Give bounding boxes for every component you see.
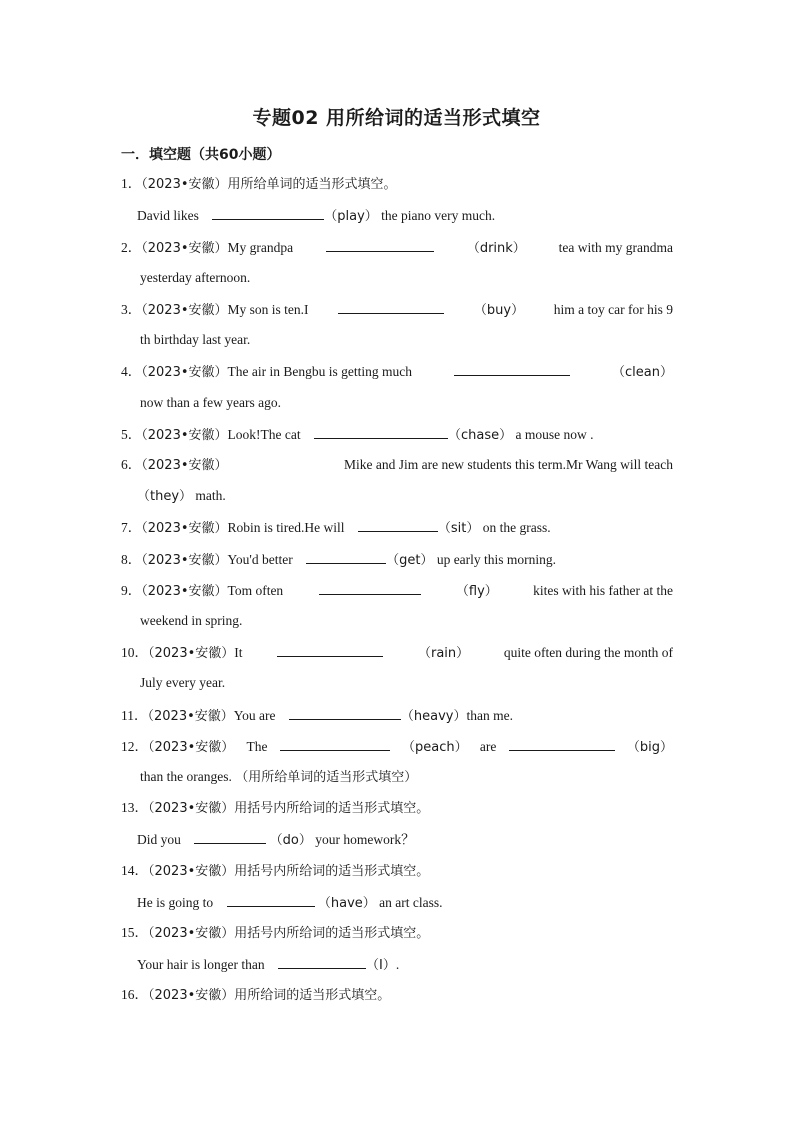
- answer-blank[interactable]: [277, 642, 383, 657]
- question-4: 4．（2023•安徽）The air in Bengbu is getting much （clean）: [121, 361, 673, 381]
- question-14-header: 14．（2023•安徽）用括号内所给词的适当形式填空。: [121, 863, 430, 879]
- question-13-body: Did you （do） your homework？: [137, 829, 689, 849]
- question-10: 10．（2023•安徽）It （rain） quite often during the month of: [121, 642, 673, 662]
- question-6: 6．（2023•安徽） Mike and Jim are new students this term.Mr Wang will teach: [121, 457, 673, 473]
- answer-blank[interactable]: [289, 705, 401, 720]
- answer-blank[interactable]: [278, 954, 366, 969]
- section-heading: 一．填空题（共60小题）: [121, 147, 281, 163]
- answer-blank[interactable]: [194, 829, 266, 844]
- answer-blank[interactable]: [314, 424, 448, 439]
- question-2: 2．（2023•安徽）My grandpa （drink） tea with my grandma: [121, 237, 673, 257]
- answer-blank[interactable]: [358, 517, 438, 532]
- question-12: 12．（2023•安徽） The （peach） are （big）: [121, 736, 673, 756]
- question-14-body: He is going to （have） an art class.: [137, 892, 689, 912]
- answer-blank[interactable]: [306, 549, 386, 564]
- question-6-cont: （they） math.: [137, 488, 226, 504]
- question-15-body: Your hair is longer than （I）.: [137, 954, 689, 974]
- question-4-cont: now than a few years ago.: [140, 395, 281, 410]
- question-9: 9．（2023•安徽）Tom often （fly） kites with his father at the: [121, 580, 673, 600]
- answer-blank[interactable]: [454, 361, 570, 376]
- answer-blank[interactable]: [280, 736, 390, 751]
- question-11: 11．（2023•安徽）You are （heavy）than me.: [121, 705, 673, 725]
- question-13-header: 13．（2023•安徽）用括号内所给词的适当形式填空。: [121, 800, 430, 816]
- question-7: 7．（2023•安徽）Robin is tired.He will （sit） on the grass.: [121, 517, 673, 537]
- answer-blank[interactable]: [509, 736, 615, 751]
- answer-blank[interactable]: [212, 205, 324, 220]
- answer-blank[interactable]: [319, 580, 421, 595]
- question-1-body: David likes （play） the piano very much.: [137, 205, 689, 225]
- question-10-cont: July every year.: [140, 675, 226, 690]
- question-15-header: 15．（2023•安徽）用括号内所给词的适当形式填空。: [121, 925, 430, 941]
- answer-blank[interactable]: [227, 892, 315, 907]
- question-3-cont: th birthday last year.: [140, 332, 251, 347]
- page-title: 专题02 用所给词的适当形式填空: [252, 107, 541, 129]
- question-9-cont: weekend in spring.: [140, 613, 243, 628]
- answer-blank[interactable]: [326, 237, 434, 252]
- answer-blank[interactable]: [338, 299, 444, 314]
- question-16-header: 16．（2023•安徽）用所给词的适当形式填空。: [121, 987, 391, 1003]
- question-1-header: 1．（2023•安徽）用所给单词的适当形式填空。: [121, 176, 397, 192]
- question-5: 5．（2023•安徽）Look!The cat （chase） a mouse now .: [121, 424, 673, 444]
- question-8: 8．（2023•安徽）You'd better （get） up early this morning.: [121, 549, 673, 569]
- question-3: 3．（2023•安徽）My son is ten.I （buy） him a toy car for his 9: [121, 299, 673, 319]
- question-2-cont: yesterday afternoon.: [140, 270, 251, 285]
- question-12-cont: than the oranges. （用所给单词的适当形式填空）: [140, 769, 418, 785]
